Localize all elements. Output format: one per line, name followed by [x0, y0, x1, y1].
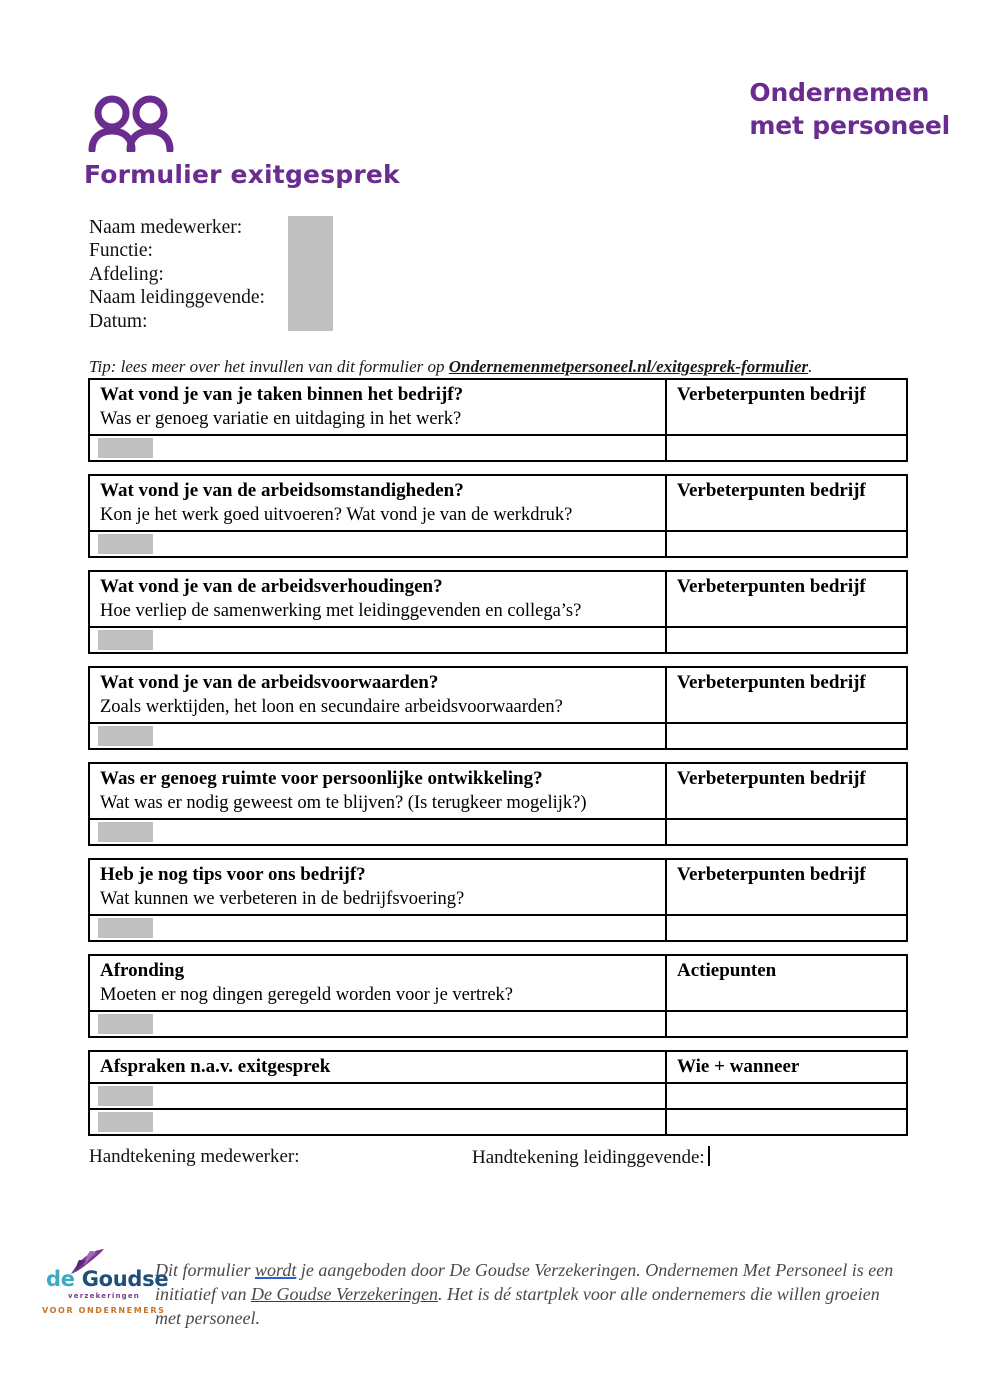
question-table — [88, 1050, 908, 1136]
brand-line-1: Ondernemen — [749, 78, 930, 107]
answer-fill-field[interactable] — [98, 1086, 153, 1106]
question-table — [88, 762, 908, 846]
question-table — [88, 954, 908, 1038]
question-cell — [90, 860, 667, 914]
question-table — [88, 570, 908, 654]
right-column-header-cell — [667, 764, 906, 818]
answer-fill-field[interactable] — [98, 534, 153, 554]
question-table — [88, 378, 908, 462]
right-column-header: Verbeterpunten bedrijf — [677, 576, 866, 597]
tip-prefix: Tip: lees meer over het invullen van dit formulier op — [89, 357, 449, 376]
answer-fill-field[interactable] — [98, 918, 153, 938]
question-subtitle: Was er genoeg variatie en uitdaging in het werk? — [100, 409, 462, 429]
footer-text-part-1: Dit formulier — [155, 1260, 256, 1280]
right-column-header: Verbeterpunten bedrijf — [677, 768, 866, 789]
footer-disclaimer — [155, 1258, 910, 1330]
right-column-header-cell — [667, 956, 906, 1010]
question-table — [88, 858, 908, 942]
table-header-row — [90, 380, 906, 434]
answer-fill-field[interactable] — [98, 822, 153, 842]
right-column-header-cell — [667, 860, 906, 914]
meta-label-datum: Datum: — [89, 310, 148, 332]
answer-input-cell[interactable] — [90, 532, 667, 556]
tip-suffix: . — [808, 357, 813, 376]
footer-link-de-goudse[interactable]: De Goudse Verzekeringen — [251, 1284, 438, 1304]
right-column-header-cell — [667, 476, 906, 530]
answer-fill-field[interactable] — [98, 1014, 153, 1034]
signature-manager-field[interactable] — [472, 1146, 710, 1169]
answer-fill-field[interactable] — [98, 726, 153, 746]
right-column-header: Verbeterpunten bedrijf — [677, 384, 866, 405]
question-cell — [90, 380, 667, 434]
question-subtitle: Moeten er nog dingen geregeld worden voor je vertrek? — [100, 985, 514, 1005]
question-table — [88, 474, 908, 558]
table-answer-row — [90, 914, 906, 940]
right-column-header-cell — [667, 1052, 906, 1082]
question-title: Was er genoeg ruimte voor persoonlijke ontwikkeling? — [100, 768, 543, 789]
table-header-row — [90, 572, 906, 626]
de-goudse-logo — [42, 1248, 169, 1322]
table-header-row — [90, 764, 906, 818]
question-title: Afronding — [100, 960, 185, 981]
right-column-header: Wie + wanneer — [677, 1056, 800, 1077]
table-answer-row — [90, 530, 906, 556]
question-cell — [90, 668, 667, 722]
table-answer-row — [90, 1082, 906, 1108]
table-answer-row — [90, 434, 906, 460]
tip-url-link[interactable]: Ondernemenmetpersoneel.nl/exitgesprek-formulier — [448, 357, 809, 376]
question-cell — [90, 572, 667, 626]
answer-input-cell[interactable] — [90, 628, 667, 652]
table-header-row — [90, 476, 906, 530]
question-title: Heb je nog tips voor ons bedrijf? — [100, 864, 366, 885]
table-header-row — [90, 1052, 906, 1082]
logo-subtitle: verzekeringen — [68, 1292, 140, 1300]
logo-word-goudse: Goudse — [81, 1267, 169, 1291]
question-subtitle: Wat was er nodig geweest om te blijven? (Is terugkeer mogelijk?) — [100, 793, 587, 813]
signature-manager-label: Handtekening leidinggevende: — [472, 1147, 705, 1168]
question-title: Wat vond je van je taken binnen het bedrijf? — [100, 384, 464, 405]
footer-text-part-3: . Het is dé startplek voor alle ondernemers die willen groeien met personeel. — [155, 1284, 880, 1328]
meta-label-naam-leidinggevende: Naam leidinggevende: — [89, 287, 265, 309]
question-title: Wat vond je van de arbeidsvoorwaarden? — [100, 672, 439, 693]
improvement-input-cell[interactable] — [667, 1110, 906, 1134]
signature-employee-label: Handtekening medewerker: — [89, 1146, 300, 1167]
logo-tagline: VOOR ONDERNEMERS — [42, 1306, 166, 1315]
page-title: Formulier exitgesprek — [84, 160, 400, 189]
improvement-input-cell[interactable] — [667, 820, 906, 844]
question-cell — [90, 1052, 667, 1082]
improvement-input-cell[interactable] — [667, 532, 906, 556]
table-header-row — [90, 668, 906, 722]
answer-input-cell[interactable] — [90, 1084, 667, 1108]
tip-line — [89, 357, 812, 377]
question-subtitle: Kon je het werk goed uitvoeren? Wat vond je van de werkdruk? — [100, 505, 573, 525]
question-subtitle: Wat kunnen we verbeteren in de bedrijfsvoering? — [100, 889, 465, 909]
answer-input-cell[interactable] — [90, 1110, 667, 1134]
two-people-icon — [84, 94, 180, 152]
brand-ondernemen-met-personeel — [749, 76, 950, 142]
table-answer-row — [90, 722, 906, 748]
brand-line-2: met personeel — [749, 111, 950, 140]
table-answer-row — [90, 1108, 906, 1134]
question-title: Afspraken n.a.v. exitgesprek — [100, 1056, 331, 1077]
meta-label-naam-medewerker: Naam medewerker: — [89, 217, 243, 238]
right-column-header: Verbeterpunten bedrijf — [677, 864, 866, 885]
meta-label-afdeling: Afdeling: — [89, 263, 164, 285]
right-column-header-cell — [667, 668, 906, 722]
answer-fill-field[interactable] — [98, 630, 153, 650]
table-answer-row — [90, 1010, 906, 1036]
meta-field-labels — [89, 216, 265, 333]
improvement-input-cell[interactable] — [667, 916, 906, 940]
answer-input-cell[interactable] — [90, 916, 667, 940]
improvement-input-cell[interactable] — [667, 1084, 906, 1108]
question-cell — [90, 956, 667, 1010]
table-header-row — [90, 956, 906, 1010]
right-column-header-cell — [667, 572, 906, 626]
question-cell — [90, 476, 667, 530]
improvement-input-cell[interactable] — [667, 1012, 906, 1036]
logo-word-de: de — [46, 1267, 75, 1291]
table-answer-row — [90, 626, 906, 652]
meta-label-functie: Functie: — [89, 240, 153, 262]
answer-input-cell[interactable] — [90, 820, 667, 844]
footer-text-part-2: je aangeboden door De Goudse Verzekeringen. Ondernemen Met Personeel is een initiatief van — [155, 1260, 894, 1304]
answer-fill-field[interactable] — [98, 438, 153, 458]
answer-fill-field[interactable] — [98, 1112, 153, 1132]
question-subtitle: Zoals werktijden, het loon en secundaire arbeidsvoorwaarden? — [100, 697, 563, 717]
improvement-input-cell[interactable] — [667, 724, 906, 748]
answer-input-cell[interactable] — [90, 1012, 667, 1036]
question-title: Wat vond je van de arbeidsverhoudingen? — [100, 576, 443, 597]
question-title: Wat vond je van de arbeidsomstandigheden? — [100, 480, 464, 501]
improvement-input-cell[interactable] — [667, 628, 906, 652]
de-goudse-wordmark — [46, 1267, 168, 1291]
footer-link-wordt[interactable]: wordt — [255, 1260, 297, 1280]
question-subtitle: Hoe verliep de samenwerking met leidinggevenden en collega’s? — [100, 601, 582, 621]
answer-input-cell[interactable] — [90, 436, 667, 460]
right-column-header: Verbeterpunten bedrijf — [677, 672, 866, 693]
meta-fill-field[interactable] — [288, 216, 333, 331]
right-column-header: Actiepunten — [677, 960, 777, 981]
table-header-row — [90, 860, 906, 914]
right-column-header: Verbeterpunten bedrijf — [677, 480, 866, 501]
answer-input-cell[interactable] — [90, 724, 667, 748]
question-cell — [90, 764, 667, 818]
table-answer-row — [90, 818, 906, 844]
right-column-header-cell — [667, 380, 906, 434]
improvement-input-cell[interactable] — [667, 436, 906, 460]
question-table — [88, 666, 908, 750]
text-cursor-icon — [708, 1146, 710, 1166]
